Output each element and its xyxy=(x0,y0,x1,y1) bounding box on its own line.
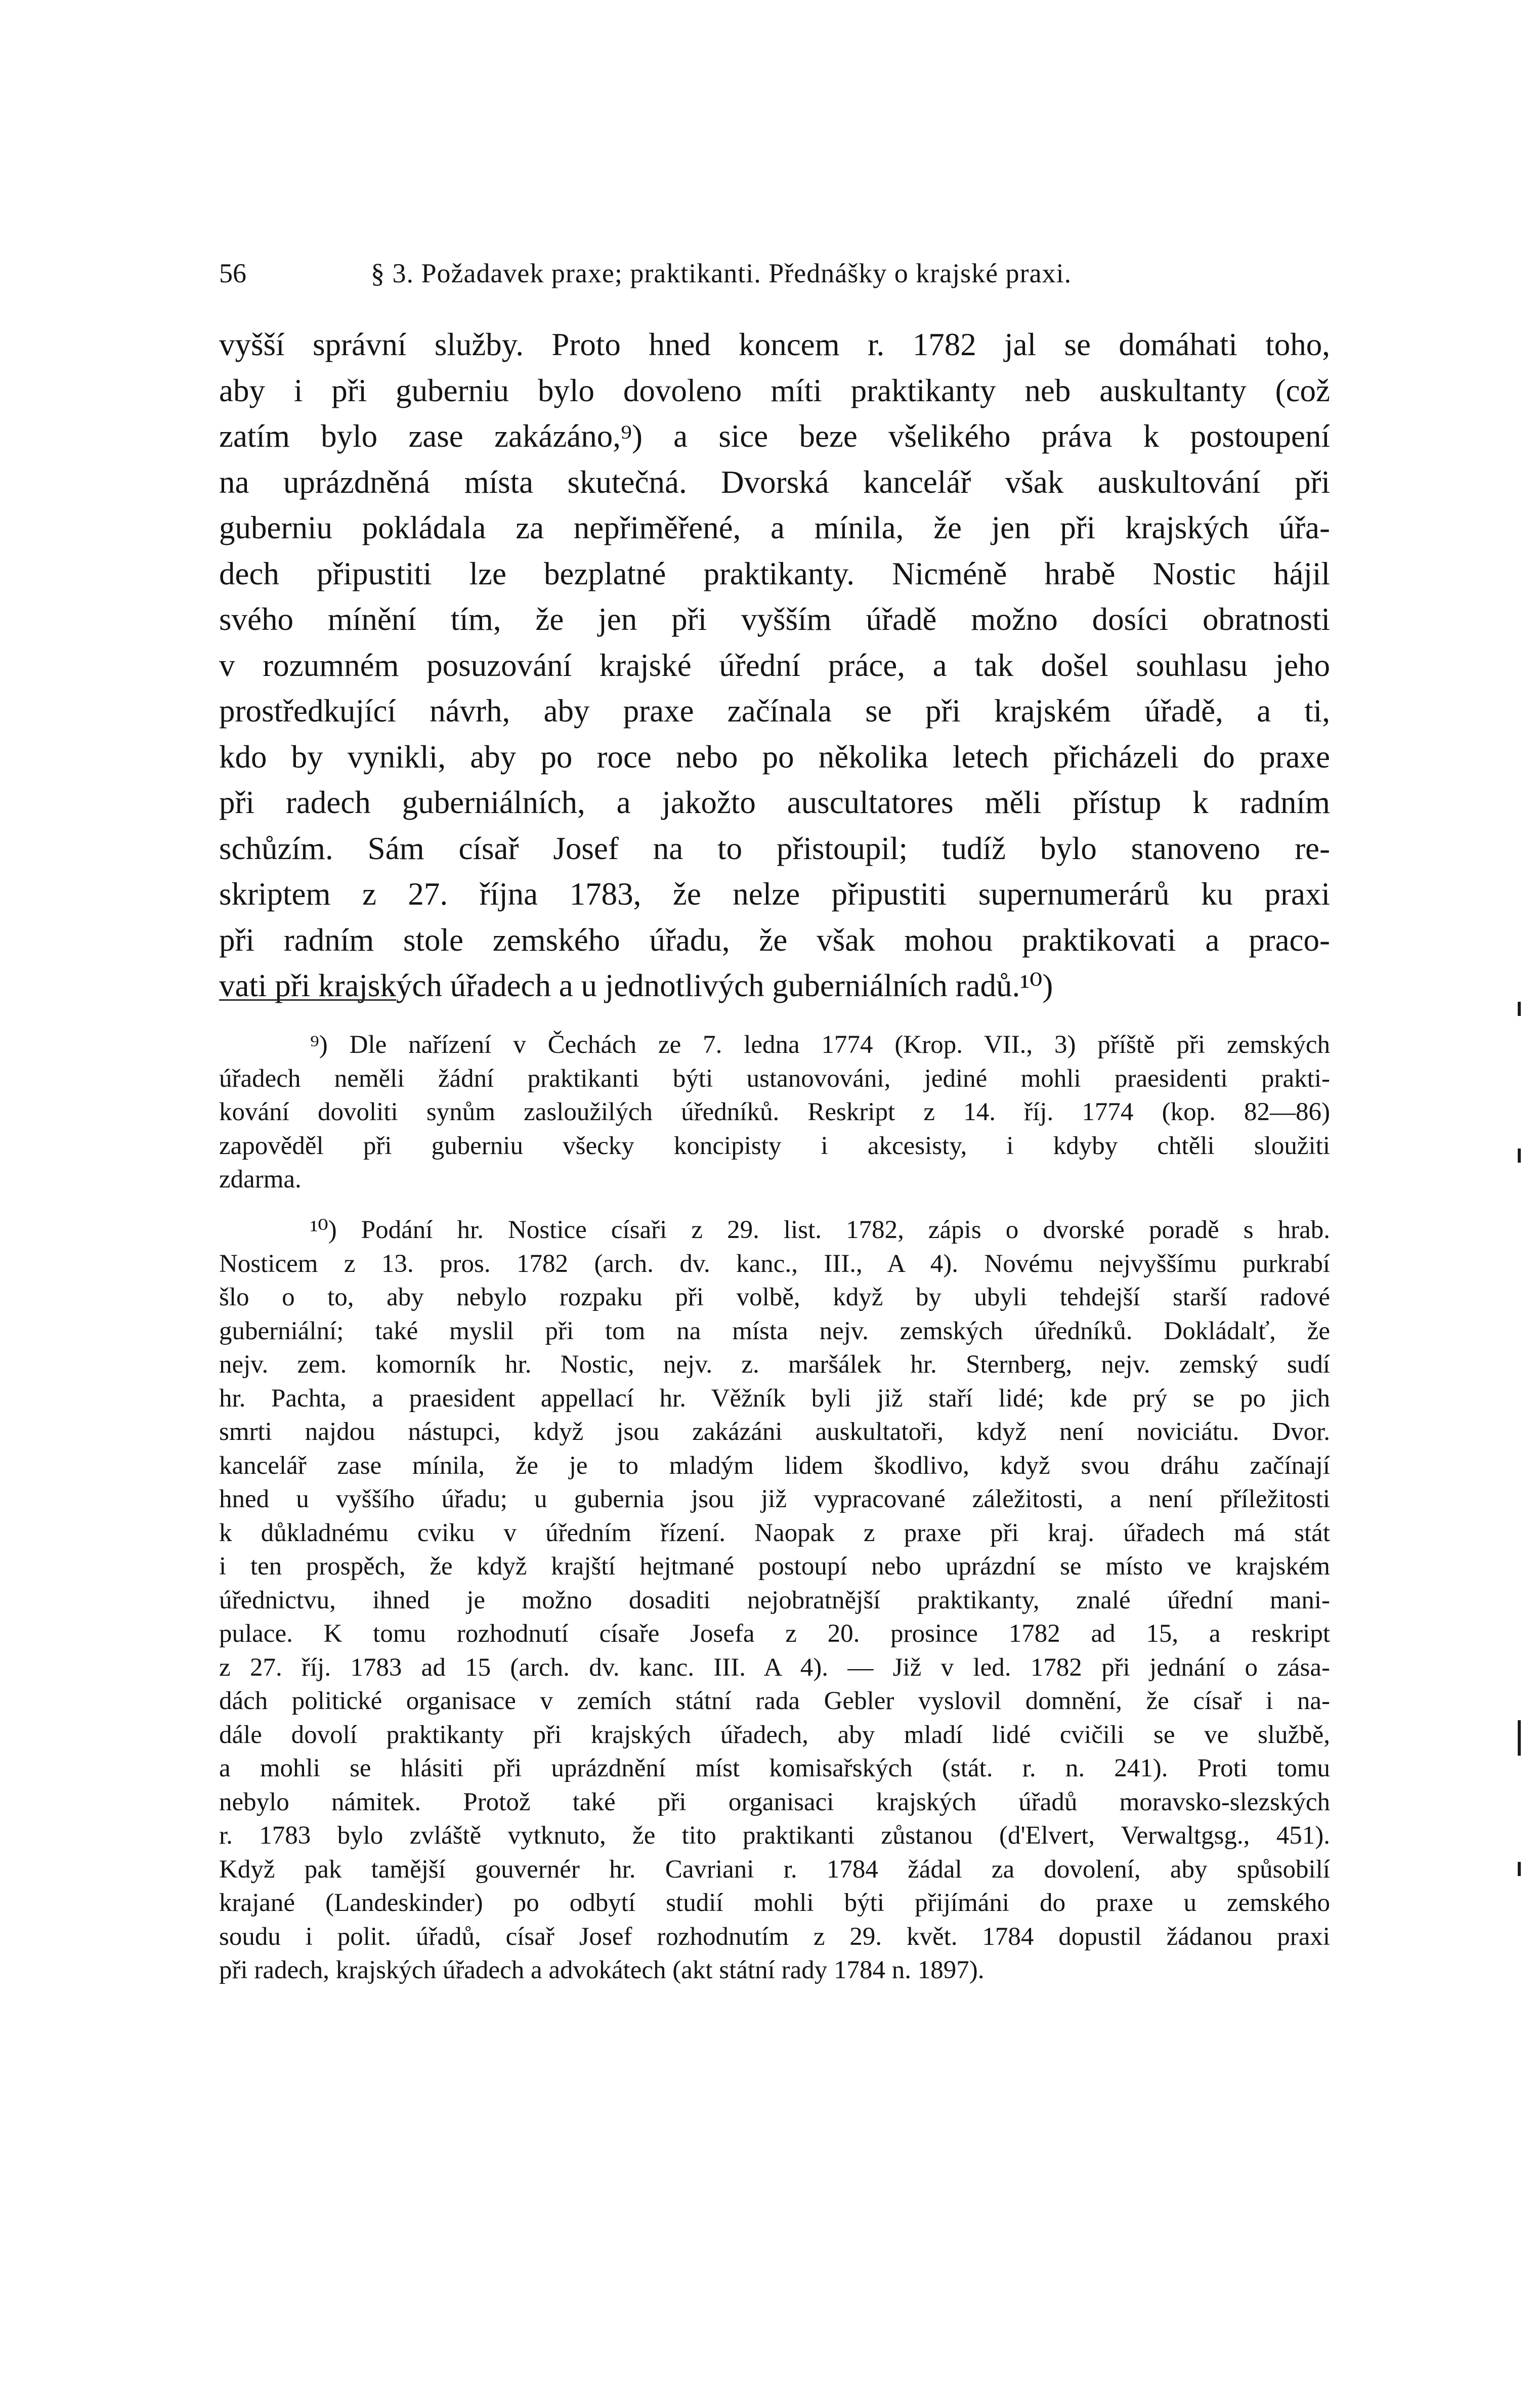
footnote-line: šlo o to, aby nebylo rozpaku při volbě, když by ubyli tehdejší starší radové xyxy=(219,1283,1330,1311)
page-header xyxy=(219,256,1332,291)
footnote-line: pulace. K tomu rozhodnutí císaře Josefa z 20. prosince 1782 ad 15, a reskript xyxy=(219,1620,1330,1648)
body-line: dech připustiti lze bezplatné praktikanty. Nicméně hrabě Nostic hájil xyxy=(219,556,1330,591)
footnote-line: dách politické organisace v zemích státní rada Gebler vyslovil domnění, že císař i na- xyxy=(219,1687,1330,1715)
footnote-line: ⁹) Dle nařízení v Čechách ze 7. ledna 1774 (Krop. VII., 3) příště při zemských xyxy=(310,1031,1330,1059)
footnote-line: Když pak tamější gouvernér hr. Cavriani r. 1784 žádal za dovolení, aby spůsobilí xyxy=(219,1855,1330,1884)
margin-speck xyxy=(1518,1002,1521,1016)
footnote-line: nejv. zem. komorník hr. Nostic, nejv. z. maršálek hr. Sternberg, nejv. zemský sudí xyxy=(219,1350,1330,1379)
footnote-line: úřadech neměli žádní praktikanti býti ustanovováni, jediné mohli praesidenti prakti- xyxy=(219,1064,1330,1093)
footnote-line: soudu i polit. úřadů, císař Josef rozhodnutím z 29. květ. 1784 dopustil žádanou praxi xyxy=(219,1922,1330,1951)
body-line: prostředkující návrh, aby praxe začínala se při krajském úřadě, a ti, xyxy=(219,693,1330,729)
footnote-separator xyxy=(219,999,396,1001)
footnote-line: smrti najdou nástupci, když jsou zakázáni auskultatoři, když není noviciátu. Dvor. xyxy=(219,1418,1330,1446)
body-line: při radním stole zemského úřadu, že však mohou praktikovati a praco- xyxy=(219,922,1330,958)
body-line: aby i při guberniu bylo dovoleno míti praktikanty neb auskultanty (což xyxy=(219,372,1330,408)
margin-speck xyxy=(1518,1862,1521,1876)
body-line: schůzím. Sám císař Josef na to přistoupil; tudíž bylo stanoveno re- xyxy=(219,830,1330,866)
footnote-line: z 27. říj. 1783 ad 15 (arch. dv. kanc. III. A 4). — Již v led. 1782 při jednání o zása- xyxy=(219,1653,1330,1682)
footnote-9 xyxy=(219,1028,1330,1197)
margin-speck xyxy=(1518,1148,1521,1163)
body-line: kdo by vynikli, aby po roce nebo po několika letech přicházeli do praxe xyxy=(219,739,1330,775)
footnote-line: nebylo námitek. Protož také při organisaci krajských úřadů moravsko-slezských xyxy=(219,1788,1330,1816)
footnote-line: zapověděl při guberniu všecky koncipisty i akcesisty, i kdyby chtěli sloužiti xyxy=(219,1131,1330,1160)
footnote-line: guberniální; také myslil při tom na místa nejv. zemských úředníků. Dokládalť, že xyxy=(219,1316,1330,1345)
body-line: na uprázdněná místa skutečná. Dvorská kancelář však auskultování při xyxy=(219,464,1330,500)
footnote-line: hr. Pachta, a praesident appellací hr. Věžník byli již staří lidé; kde prý se po jich xyxy=(219,1384,1330,1413)
body-line: svého mínění tím, že jen při vyšším úřadě možno dosíci obratnosti xyxy=(219,602,1330,637)
body-line: guberniu pokládala za nepřiměřené, a mínila, že jen při krajských úřa- xyxy=(219,510,1330,545)
footnote-line: r. 1783 bylo zvláště vytknuto, že tito praktikanti zůstanou (d'Elvert, Verwaltgsg., 451). xyxy=(219,1821,1330,1850)
footnote-line: kování dovoliti synům zasloužilých úředníků. Reskript z 14. říj. 1774 (kop. 82—86) xyxy=(219,1098,1330,1126)
footnote-10 xyxy=(219,1213,1330,1987)
body-line: při radech guberniálních, a jakožto auscultatores měli přístup k radním xyxy=(219,785,1330,820)
footnote-line: k důkladnému cviku v úředním řízení. Naopak z praxe při kraj. úřadech má stát xyxy=(219,1518,1330,1547)
footnote-line: zdarma. xyxy=(219,1165,302,1194)
page-number: 56 xyxy=(219,258,246,288)
footnote-line: krajané (Landeskinder) po odbytí studií mohli býti přijímáni do praxe u zemského xyxy=(219,1889,1330,1917)
footnote-line: při radech, krajských úřadech a advokátech (akt státní rady 1784 n. 1897). xyxy=(219,1956,985,1984)
body-line: zatím bylo zase zakázáno,⁹) a sice beze všelikého práva k postoupení xyxy=(219,418,1330,454)
body-line: vati při krajských úřadech a u jednotlivých guberniálních radů.¹⁰) xyxy=(219,968,1053,1003)
main-text xyxy=(219,322,1330,1009)
footnote-line: i ten prospěch, že když krajští hejtmané postoupí nebo uprázdní se místo ve krajském xyxy=(219,1552,1330,1581)
footnote-line: úřednictvu, ihned je možno dosaditi nejobratnější praktikanty, znalé úřední mani- xyxy=(219,1586,1330,1614)
body-line: skriptem z 27. října 1783, že nelze připustiti supernumerárů ku praxi xyxy=(219,876,1330,912)
margin-speck xyxy=(1518,1720,1521,1756)
footnote-line: ¹⁰) Podání hr. Nostice císaři z 29. list. 1782, zápis o dvorské poradě s hrab. xyxy=(310,1216,1330,1244)
running-head: § 3. Požadavek praxe; praktikanti. Přednášky o krajské praxi. xyxy=(371,258,1072,288)
footnote-line: Nosticem z 13. pros. 1782 (arch. dv. kanc., III., A 4). Novému nejvyššímu purkrabí xyxy=(219,1249,1330,1278)
footnote-line: dále dovolí praktikanty při krajských úřadech, aby mladí lidé cvičili se ve službě, xyxy=(219,1720,1330,1749)
body-line: v rozumném posuzování krajské úřední práce, a tak došel souhlasu jeho xyxy=(219,647,1330,683)
body-line: vyšší správní služby. Proto hned koncem r. 1782 jal se domáhati toho, xyxy=(219,327,1330,362)
footnote-line: a mohli se hlásiti při uprázdnění míst komisařských (stát. r. n. 241). Proti tomu xyxy=(219,1754,1330,1782)
footnote-line: hned u vyššího úřadu; u gubernia jsou již vypracované záležitosti, a není příležitosti xyxy=(219,1485,1330,1513)
footnote-line: kancelář zase mínila, že je to mladým lidem škodlivo, když svou dráhu začínají xyxy=(219,1451,1330,1480)
